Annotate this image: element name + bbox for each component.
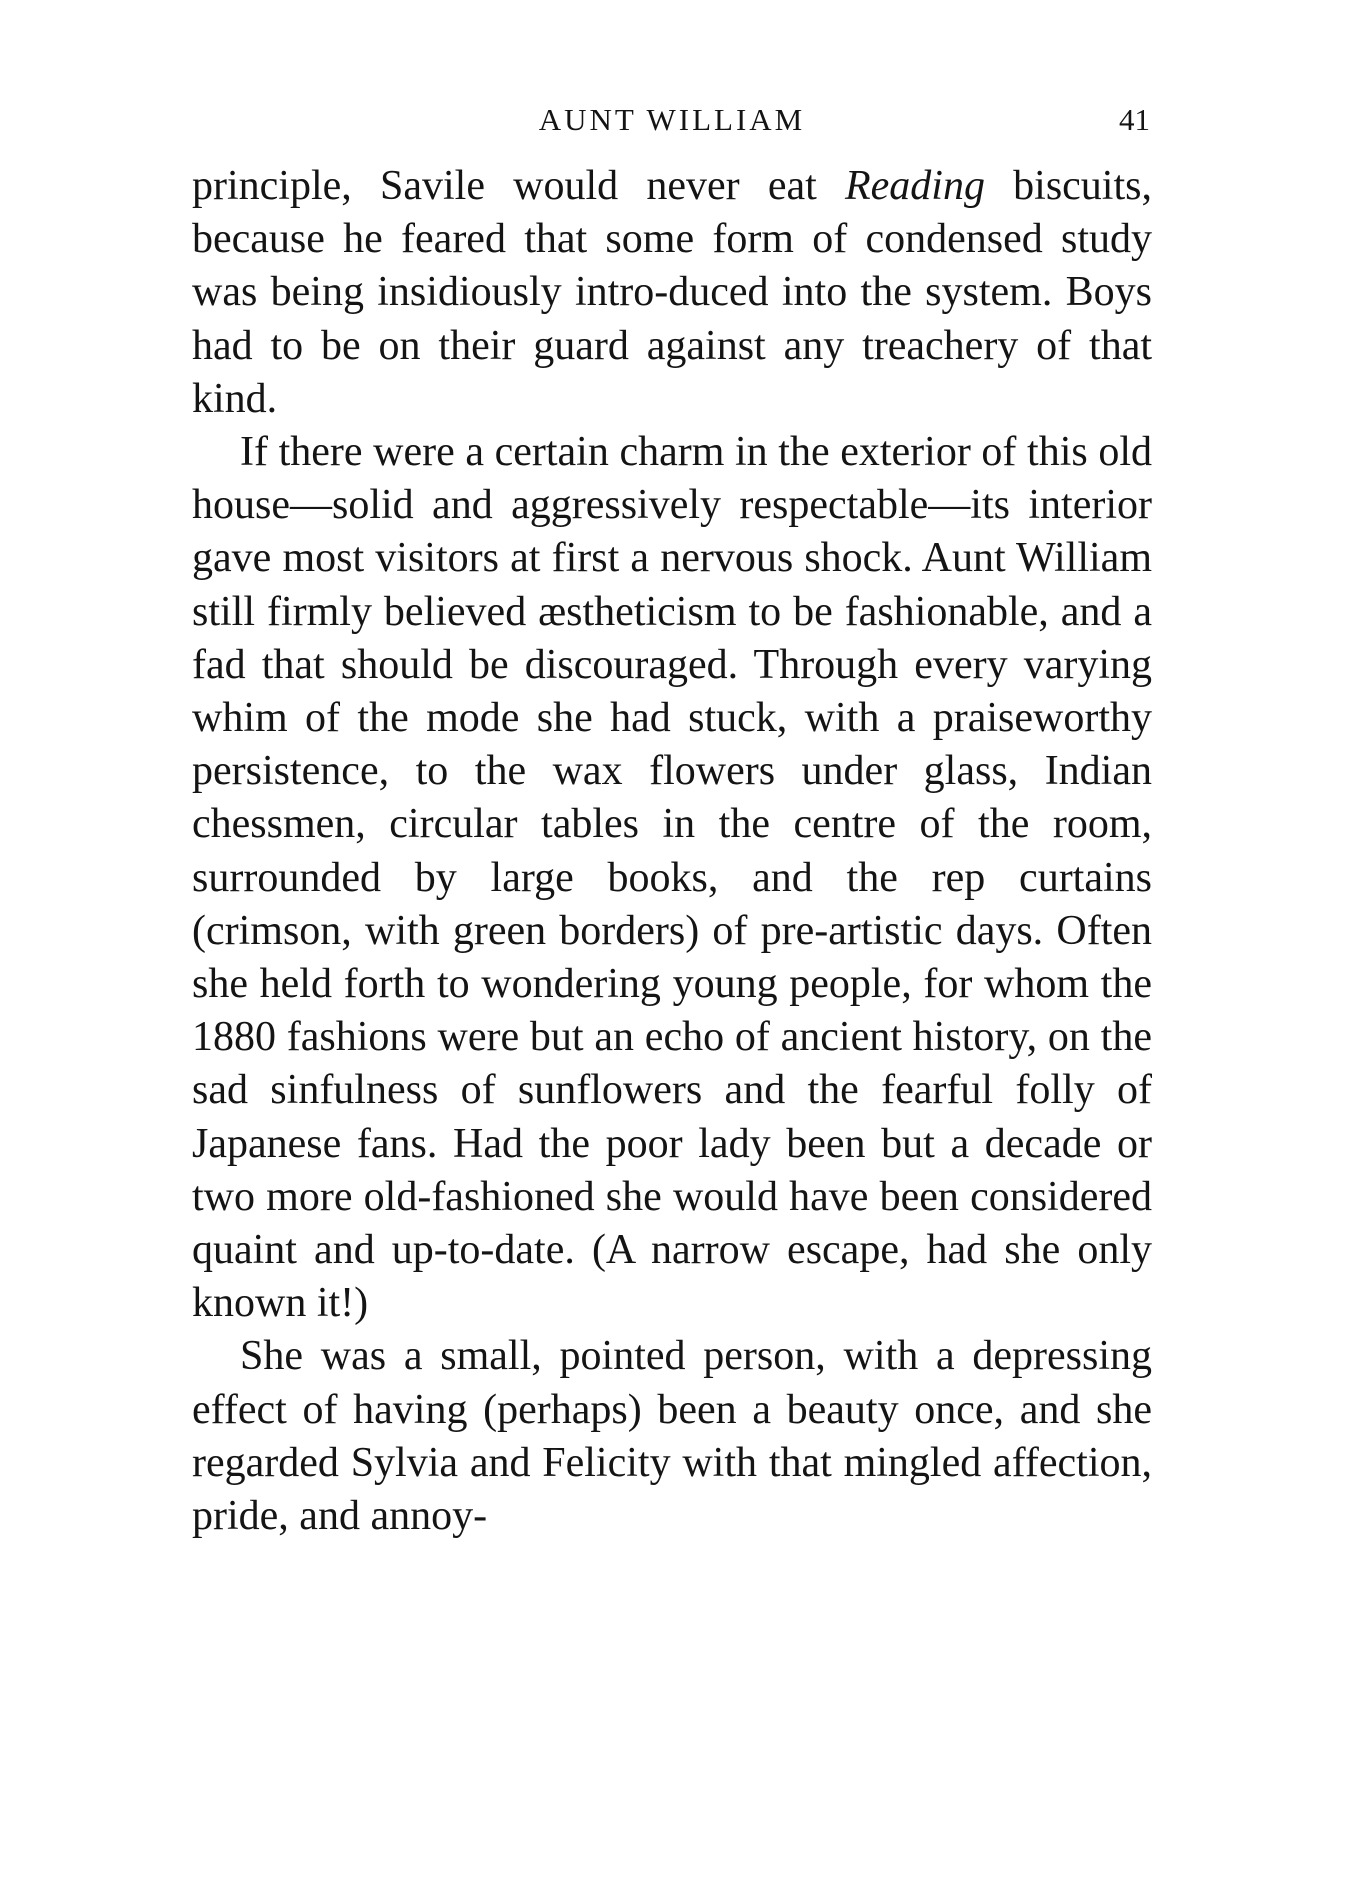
- page-number: 41: [1119, 102, 1150, 137]
- text-segment: biscuits, because he feared that some form of condensed study was being insidiously intro-duced into the system. Boys had to be on their guard against any treachery of that kind.: [192, 163, 1152, 422]
- paragraph: [192, 1330, 1152, 1543]
- italic-title: Reading: [844, 163, 985, 209]
- paragraph: [192, 160, 1152, 426]
- paragraph: [192, 426, 1152, 1330]
- running-title: AUNT WILLIAM: [538, 102, 806, 137]
- text-segment: If there were a certain charm in the exterior of this old house—solid and aggressively respectable—its interior gave most visitors at first a nervous shock. Aunt William still firmly believed æstheticism to be fashionable, and a fad that should be discouraged. Through every varying whim of the mode she had stuck, with a praiseworthy persistence, to the wax flowers under glass, Indian chessmen, circular tables in the centre of the room, surrounded by large books, and the rep curtains (crimson, with green borders) of pre-artistic days. Often she held forth to wondering young people, for whom the 1880 fashions were but an echo of ancient history, on the sad sinfulness of sunflowers and the fearful folly of Japanese fans. Had the poor lady been but a decade or two more old-fashioned she would have been considered quaint and up-to-date. (A narrow escape, had she only known it!): [192, 429, 1152, 1327]
- body-text: [192, 160, 1152, 1543]
- text-segment: principle, Savile would never eat: [192, 163, 845, 209]
- text-segment: She was a small, pointed person, with a depressing effect of having (perhaps) been a beauty once, and she regarded Sylvia and Felicity with that mingled affection, pride, and annoy-: [192, 1333, 1152, 1540]
- running-head: [192, 98, 1152, 142]
